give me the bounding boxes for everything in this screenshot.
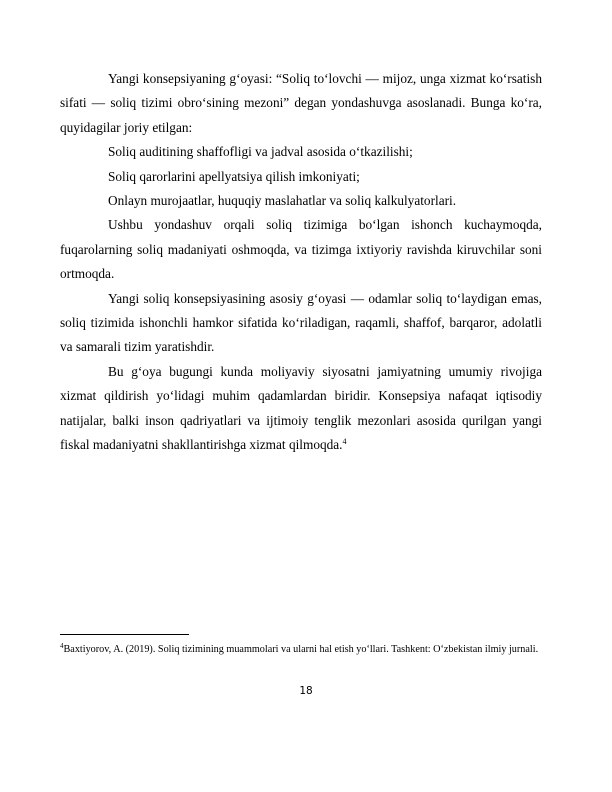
paragraph-intro (60, 67, 542, 140)
paragraph-text: Yangi soliq konsepsiyasining asosiy g‘oyasi — odamlar soliq to‘laydigan emas, soliq tizimida ishonchli hamkor sifatida ko‘riladigan, raqamli, shaffof, barqaror, adolatli va samarali tizim yaratishdir. (60, 290, 542, 355)
footnote-divider (60, 634, 189, 635)
list-item (60, 189, 542, 213)
paragraph-text: Ushbu yondashuv orqali soliq tizimiga bo‘lgan ishonch kuchaymoqda, fuqarolarning soliq madaniyati oshmoqda, va tizimga ixtiyoriy ravishda kiruvchilar soni ortmoqda. (60, 217, 542, 282)
paragraph-text: Yangi konsepsiyaning g‘oyasi: “Soliq to‘lovchi — mijoz, unga xizmat ko‘rsatish sifati — soliq tizimi obro‘sining mezoni” degan yondashuvga asoslanadi. Bunga ko‘ra, quyidagilar joriy etilgan: (60, 71, 542, 135)
list-item (60, 165, 542, 189)
paragraph (60, 287, 542, 360)
list-item-text: Soliq qarorlarini apellyatsiya qilish imkoniyati; (108, 168, 360, 184)
paragraph-text: Bu g‘oya bugungi kunda moliyaviy siyosatni jamiyatning umumiy rivojiga xizmat qildirish yo‘lidagi muhim qadamlardan biridir. Konsepsiya nafaqat iqtisodiy natijalar, balki inson qadriyatlari va ijtimoiy tenglik mezonlari asosida qurilgan yangi fiskal madaniyatni shakllantirishga xizmat qilmoqda. (60, 363, 542, 453)
page-number: 18 (299, 685, 313, 697)
paragraph (60, 360, 542, 458)
footnote-marker: 4 (60, 642, 64, 650)
footnote-reference[interactable]: 4 (342, 437, 347, 447)
footnote (60, 640, 542, 661)
list-item (60, 140, 542, 164)
list-item-text: Onlayn murojaatlar, huquqiy maslahatlar va soliq kalkulyatorlari. (108, 193, 457, 209)
list-item-text: Soliq auditining shaffofligi va jadval asosida o‘tkazilishi; (108, 144, 413, 160)
paragraph (60, 213, 542, 286)
footnote-text: Baxtiyorov, A. (2019). Soliq tizimining muammolari va ularni hal etish yo‘llari. Tashkent: O‘zbekistan ilmiy jurnali. (63, 644, 539, 655)
body-text (60, 67, 542, 458)
